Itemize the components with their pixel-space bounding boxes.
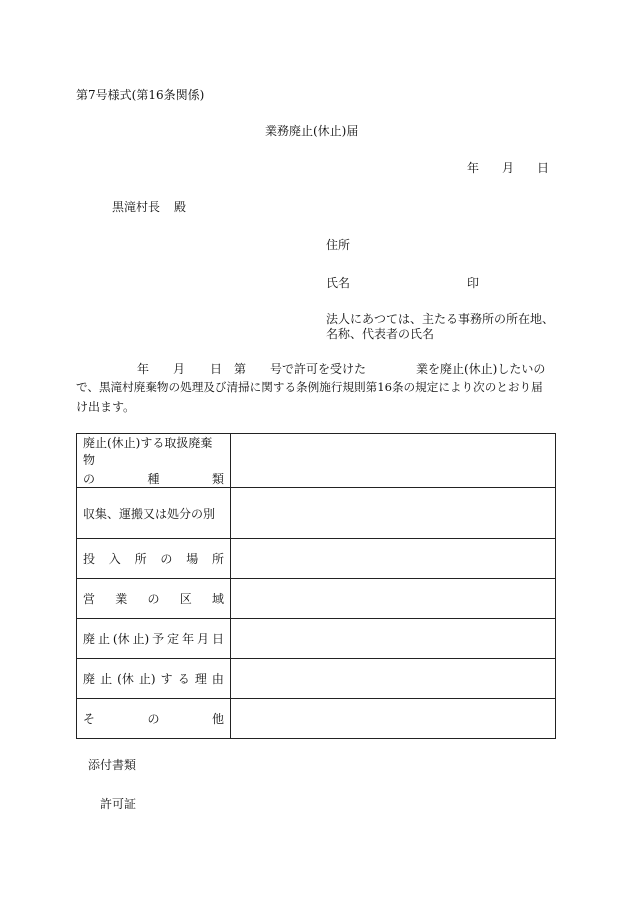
table-row xyxy=(77,619,556,659)
body-line-2: で、黒滝村廃棄物の処理及び清掃に関する条例施行規則第16条の規定により次のとおり届 xyxy=(76,380,543,394)
field-disposal-site[interactable] xyxy=(231,539,556,579)
date-year: 年 xyxy=(467,161,480,175)
body-line-1 xyxy=(76,360,550,375)
table-row xyxy=(77,434,556,488)
field-business-area[interactable] xyxy=(231,579,556,619)
row-label-reason: 廃 止 (休 止) す る 理 由 xyxy=(77,659,231,699)
body-business: 業を廃止(休止)したいの xyxy=(416,362,546,376)
name-label: 氏名 xyxy=(326,276,351,290)
attachments-heading: 添付書類 xyxy=(88,758,137,772)
addressee-honorific: 殿 xyxy=(174,200,187,214)
addressee xyxy=(112,198,186,215)
table-row xyxy=(77,539,556,579)
body-day: 日 xyxy=(210,362,223,376)
table-row xyxy=(77,579,556,619)
notification-table xyxy=(76,433,556,739)
table-row xyxy=(77,488,556,539)
row-label-planned-date: 廃 止 (休 止) 予 定 年 月 日 xyxy=(77,619,231,659)
body-month: 月 xyxy=(173,362,186,376)
attachment-item: 許可証 xyxy=(100,797,137,811)
date-month: 月 xyxy=(501,161,514,175)
row-label-operation-type: 収集、運搬又は処分の別 xyxy=(77,488,231,539)
body-permit: 号で許可を受けた xyxy=(270,362,367,376)
form-number: 第7号様式(第16条関係) xyxy=(76,88,205,102)
field-operation-type[interactable] xyxy=(231,488,556,539)
corp-note-2: 名称、代表者の氏名 xyxy=(326,327,435,341)
row-label-waste-type: 廃止(休止)する取扱廃棄物 の 種 類 xyxy=(77,434,231,488)
date-line xyxy=(467,159,549,176)
field-other[interactable] xyxy=(231,699,556,739)
date-day: 日 xyxy=(536,161,549,175)
row-label-other: そ の 他 xyxy=(77,699,231,739)
field-reason[interactable] xyxy=(231,659,556,699)
addressee-name: 黒滝村長 xyxy=(112,200,161,214)
body-line-3: け出ます。 xyxy=(76,400,136,414)
corp-note-1: 法人にあつては、主たる事務所の所在地、 xyxy=(326,312,555,326)
body-year: 年 xyxy=(137,362,150,376)
address-label: 住所 xyxy=(326,238,351,252)
row-label-business-area: 営 業 の 区 域 xyxy=(77,579,231,619)
body-number-prefix: 第 xyxy=(234,362,247,376)
field-waste-type[interactable] xyxy=(231,434,556,488)
table-row xyxy=(77,659,556,699)
table-row xyxy=(77,699,556,739)
field-planned-date[interactable] xyxy=(231,619,556,659)
page-title: 業務廃止(休止)届 xyxy=(265,124,359,138)
row-label-disposal-site: 投 入 所 の 場 所 xyxy=(77,539,231,579)
seal-mark: 印 xyxy=(467,276,480,290)
